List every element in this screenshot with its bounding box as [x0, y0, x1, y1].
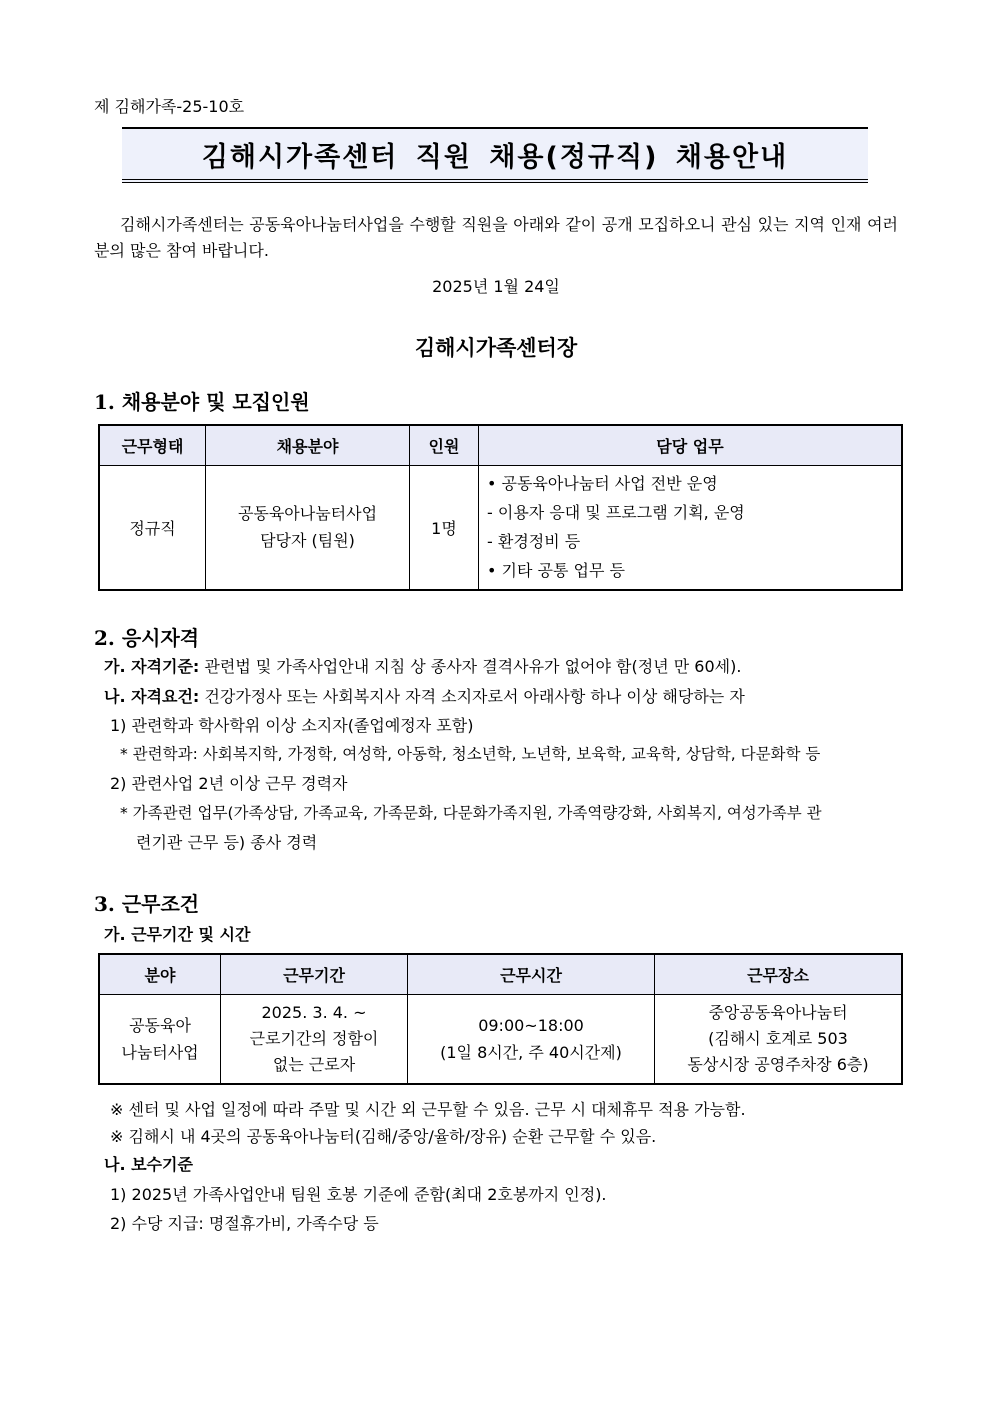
field-line: 공동육아나눔터사업	[237, 504, 378, 524]
requirement-item-2-note-cont: 련기관 근무 등) 종사 경력	[136, 833, 318, 852]
place-line: 중앙공동육아나눔터	[708, 1002, 848, 1022]
requirement-item-2: 2) 관련사업 2년 이상 근무 경력자	[110, 774, 348, 793]
hours-line: 09:00~18:00	[478, 1015, 584, 1035]
work-period-subheading: 가. 근무기간 및 시간	[104, 925, 251, 944]
document-title: 김해시가족센터 직원 채용(정규직) 채용안내	[201, 141, 789, 173]
field-line: 담당자 (팀원)	[260, 531, 355, 551]
duty-item: - 환경정비 등	[487, 532, 581, 552]
intro-paragraph: 김해시가족센터는 공동육아나눔터사업을 수행할 직원을 아래와 같이 공개 모집하오니 관심 있는 지역 인재 여러분의 많은 참여 바랍니다.	[94, 215, 898, 260]
qualification-requirement-label: 나. 자격요건:	[104, 687, 200, 706]
header-place: 근무장소	[655, 954, 903, 994]
table-header-row	[99, 425, 902, 465]
duty-item: • 공동육아나눔터 사업 전반 운영	[487, 474, 718, 494]
cell-period	[221, 994, 408, 1084]
issuer-signature: 김해시가족센터장	[414, 335, 578, 360]
section2-heading: 2. 응시자격	[94, 626, 200, 650]
qualification-standard	[104, 654, 741, 677]
place-line: (김해시 호계로 503	[708, 1028, 848, 1048]
issue-date: 2025년 1월 24일	[432, 277, 560, 296]
work-note-2: ※ 김해시 내 4곳의 공동육아나눔터(김해/중앙/율하/장유) 순환 근무할 수 있음.	[110, 1127, 657, 1146]
area-line: 공동육아	[129, 1015, 191, 1035]
pay-subheading: 나. 보수기준	[104, 1155, 193, 1174]
header-period: 근무기간	[221, 954, 408, 994]
cell-count: 1명	[410, 465, 479, 590]
duty-item: - 이용자 응대 및 프로그램 기획, 운영	[487, 503, 745, 523]
title-banner	[122, 127, 868, 183]
table-row	[99, 994, 902, 1084]
cell-employment-type: 정규직	[99, 465, 206, 590]
period-line: 없는 근로자	[272, 1054, 356, 1074]
qualification-standard-text: 관련법 및 가족사업안내 지침 상 종사자 결격사유가 없어야 함(정년 만 60세).	[199, 657, 742, 676]
cell-hours	[408, 994, 655, 1084]
cell-field	[206, 465, 410, 590]
table-row	[99, 465, 902, 590]
pay-item-1: 1) 2025년 가족사업안내 팀원 호봉 기준에 준함(최대 2호봉까지 인정).	[110, 1185, 607, 1204]
header-count: 인원	[410, 425, 479, 465]
section1-heading: 1. 채용분야 및 모집인원	[94, 390, 310, 414]
duty-item: • 기타 공통 업무 등	[487, 561, 625, 581]
qualification-requirement-text: 건강가정사 또는 사회복지사 자격 소지자로서 아래사항 하나 이상 해당하는 자	[199, 687, 745, 706]
qualification-requirement	[104, 684, 745, 707]
requirement-item-2-note: * 가족관련 업무(가족상담, 가족교육, 가족문화, 다문화가족지원, 가족역량강화, 사회복지, 여성가족부 관	[120, 804, 822, 822]
cell-area	[99, 994, 221, 1084]
header-field: 채용분야	[206, 425, 410, 465]
recruitment-table	[98, 424, 903, 591]
requirement-item-1-note: * 관련학과: 사회복지학, 가정학, 여성학, 아동학, 청소년학, 노년학, 보육학, 교육학, 상담학, 다문화학 등	[120, 745, 821, 763]
cell-duties	[479, 465, 903, 590]
requirement-item-1: 1) 관련학과 학사학위 이상 소지자(졸업예정자 포함)	[110, 716, 474, 735]
qualification-standard-label: 가. 자격기준:	[104, 657, 200, 676]
area-line: 나눔터사업	[121, 1042, 199, 1062]
section3-heading: 3. 근무조건	[94, 892, 200, 916]
hours-line: (1일 8시간, 주 40시간제)	[440, 1042, 622, 1062]
header-employment-type: 근무형태	[99, 425, 206, 465]
period-line: 근로기간의 정함이	[249, 1028, 379, 1048]
table-header-row	[99, 954, 902, 994]
work-conditions-table	[98, 953, 903, 1085]
period-line: 2025. 3. 4. ~	[261, 1002, 367, 1022]
place-line: 동상시장 공영주차장 6층)	[687, 1054, 869, 1074]
cell-place	[655, 994, 903, 1084]
document-number: 제 김해가족-25-10호	[94, 97, 245, 116]
work-note-1: ※ 센터 및 사업 일정에 따라 주말 및 시간 외 근무할 수 있음. 근무 시 대체휴무 적용 가능함.	[110, 1100, 746, 1119]
header-duties: 담당 업무	[479, 425, 903, 465]
pay-item-2: 2) 수당 지급: 명절휴가비, 가족수당 등	[110, 1214, 379, 1233]
header-hours: 근무시간	[408, 954, 655, 994]
header-area: 분야	[99, 954, 221, 994]
